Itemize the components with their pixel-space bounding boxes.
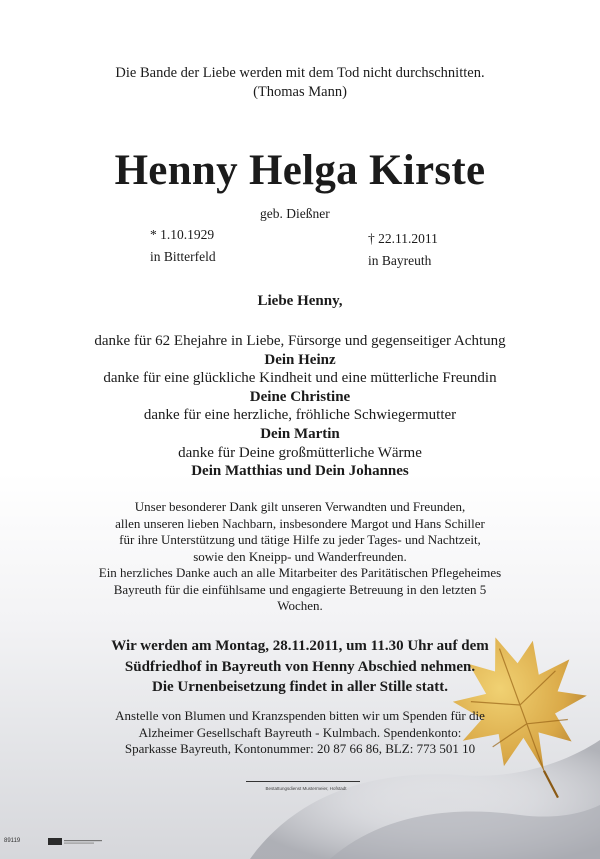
funeral-notice: [0, 636, 600, 698]
signature-divider: [246, 781, 360, 782]
publisher-logo: [48, 837, 104, 846]
thanks-from: Dein Martin: [260, 425, 340, 442]
birth-date: * 1.10.1929: [150, 227, 215, 242]
funeral-line: Die Urnenbeisetzung findet in aller Stille statt.: [152, 679, 448, 695]
thanks-text: danke für eine glückliche Kindheit und eine mütterliche Freundin: [103, 370, 497, 387]
thanks-text: danke für Deine großmütterliche Wärme: [178, 444, 422, 461]
acknowledgement-line: allen unseren lieben Nachbarn, insbesondere Margot und Hans Schiller: [115, 515, 485, 531]
donation-line: Alzheimer Gesellschaft Bayreuth - Kulmbach. Spendenkonto:: [138, 724, 462, 740]
birth-place: in Bitterfeld: [150, 249, 216, 264]
acknowledgement-line: für ihre Unterstützung und tätige Hilfe zu jeder Tages- und Nachtzeit,: [119, 532, 481, 547]
thanks-from: Deine Christine: [249, 388, 351, 405]
donation-notice: [0, 708, 600, 758]
birth-info: [150, 224, 270, 268]
thanks-text: danke für eine herzliche, fröhliche Schwiegermutter: [143, 407, 457, 424]
thanks-from: Dein Matthias und Dein Johannes: [191, 463, 409, 480]
quote-text: Die Bande der Liebe werden mit dem Tod nicht durchschnitten.: [115, 65, 485, 81]
deceased-name: Henny Helga Kirste: [114, 147, 486, 194]
acknowledgement-line: Ein herzliches Danke auch an alle Mitarbeiter des Paritätischen Pflegeheimes: [98, 565, 502, 580]
acknowledgement-line: Wochen.: [277, 598, 323, 613]
death-date: † 22.11.2011: [368, 231, 438, 246]
thanks-text: danke für 62 Ehejahre in Liebe, Fürsorge und gegenseitiger Achtung: [94, 333, 506, 349]
death-place: in Bayreuth: [368, 253, 432, 268]
acknowledgement: [0, 499, 600, 615]
ad-code: 89119: [4, 838, 21, 844]
death-info: [368, 228, 498, 272]
acknowledgement-line: Bayreuth für die einfühlsame und engagierte Betreuung in den letzten 5: [113, 581, 487, 597]
thanks-list: [0, 332, 600, 481]
acknowledgement-line: Unser besonderer Dank gilt unseren Verwandten und Freunden,: [134, 499, 466, 514]
quote-author: (Thomas Mann): [253, 84, 347, 100]
greeting: Liebe Henny,: [257, 293, 343, 309]
undertaker-credit: Bestattungsdienst Mustermeier, Hofstadt: [265, 786, 347, 791]
acknowledgement-line: sowie den Kneipp- und Wanderfreunden.: [193, 548, 407, 564]
quote: [0, 64, 600, 102]
donation-line: Anstelle von Blumen und Kranzspenden bitten wir um Spenden für die: [115, 708, 485, 723]
thanks-from: Dein Heinz: [264, 351, 336, 368]
donation-line: Sparkasse Bayreuth, Kontonummer: 20 87 66 86, BLZ: 773 501 10: [124, 741, 476, 756]
maiden-name: geb. Dießner: [260, 206, 330, 221]
funeral-line: Südfriedhof in Bayreuth von Henny Abschied nehmen.: [124, 658, 476, 675]
funeral-line: Wir werden am Montag, 28.11.2011, um 11.30 Uhr auf dem: [111, 638, 489, 654]
